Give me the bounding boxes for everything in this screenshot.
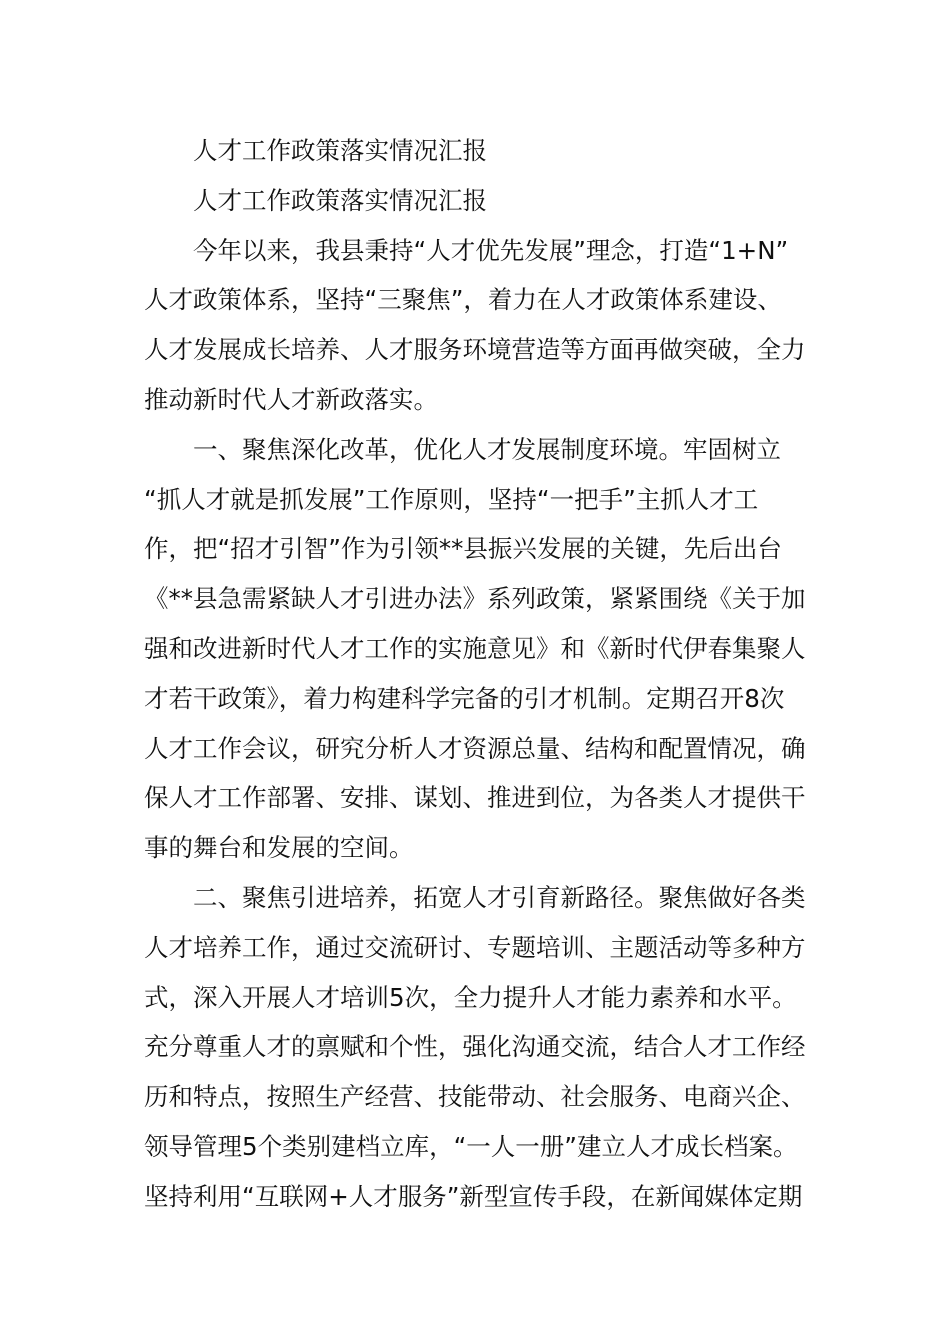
paragraph-line: 二、聚焦引进培养，拓宽人才引育新路径。聚焦做好各类	[193, 882, 806, 912]
document-subtitle: 人才工作政策落实情况汇报	[193, 185, 487, 215]
paragraph-line: 推动新时代人才新政落实。	[144, 384, 438, 414]
paragraph-line: 作，把“招才引智”作为引领**县振兴发展的关键，先后出台	[144, 534, 782, 564]
paragraph-intro	[144, 226, 814, 425]
paragraph-line: 充分尊重人才的禀赋和个性，强化沟通交流，结合人才工作经	[144, 1032, 806, 1062]
paragraph-line: 今年以来，我县秉持“人才优先发展”理念，打造“1+N”	[193, 235, 789, 265]
paragraph-line: 领导管理5个类别建档立库，“一人一册”建立人才成长档案。	[144, 1131, 798, 1161]
paragraph-line: 《**县急需紧缺人才引进办法》系列政策，紧紧围绕《关于加	[144, 584, 806, 614]
paragraph-line: 人才发展成长培养、人才服务环境营造等方面再做突破，全力	[144, 335, 806, 365]
document-body	[144, 126, 814, 1222]
paragraph-section-2	[144, 873, 814, 1222]
paragraph-line: 一、聚焦深化改革，优化人才发展制度环境。牢固树立	[193, 434, 781, 464]
paragraph-line: 历和特点，按照生产经营、技能带动、社会服务、电商兴企、	[144, 1082, 806, 1112]
paragraph-line: 人才工作会议，研究分析人才资源总量、结构和配置情况，确	[144, 733, 806, 763]
paragraph-line: 人才政策体系，坚持“三聚焦”，着力在人才政策体系建设、	[144, 285, 782, 315]
paragraph-line: 坚持利用“互联网+人才服务”新型宣传手段，在新闻媒体定期	[144, 1181, 803, 1211]
paragraph-line: 人才培养工作，通过交流研讨、专题培训、主题活动等多种方	[144, 932, 806, 962]
document-title: 人才工作政策落实情况汇报	[193, 136, 487, 165]
paragraph-section-1	[144, 425, 814, 873]
paragraph-line: 强和改进新时代人才工作的实施意见》和《新时代伊春集聚人	[144, 633, 806, 663]
paragraph-line: “抓人才就是抓发展”工作原则，坚持“一把手”主抓人才工	[144, 484, 759, 514]
paragraph-line: 保人才工作部署、安排、谋划、推进到位，为各类人才提供干	[144, 783, 806, 813]
paragraph-line: 式，深入开展人才培训5次，全力提升人才能力素养和水平。	[144, 982, 797, 1012]
paragraph-line: 事的舞台和发展的空间。	[144, 833, 414, 863]
paragraph-line: 才若干政策》，着力构建科学完备的引才机制。定期召开8次	[144, 683, 785, 713]
